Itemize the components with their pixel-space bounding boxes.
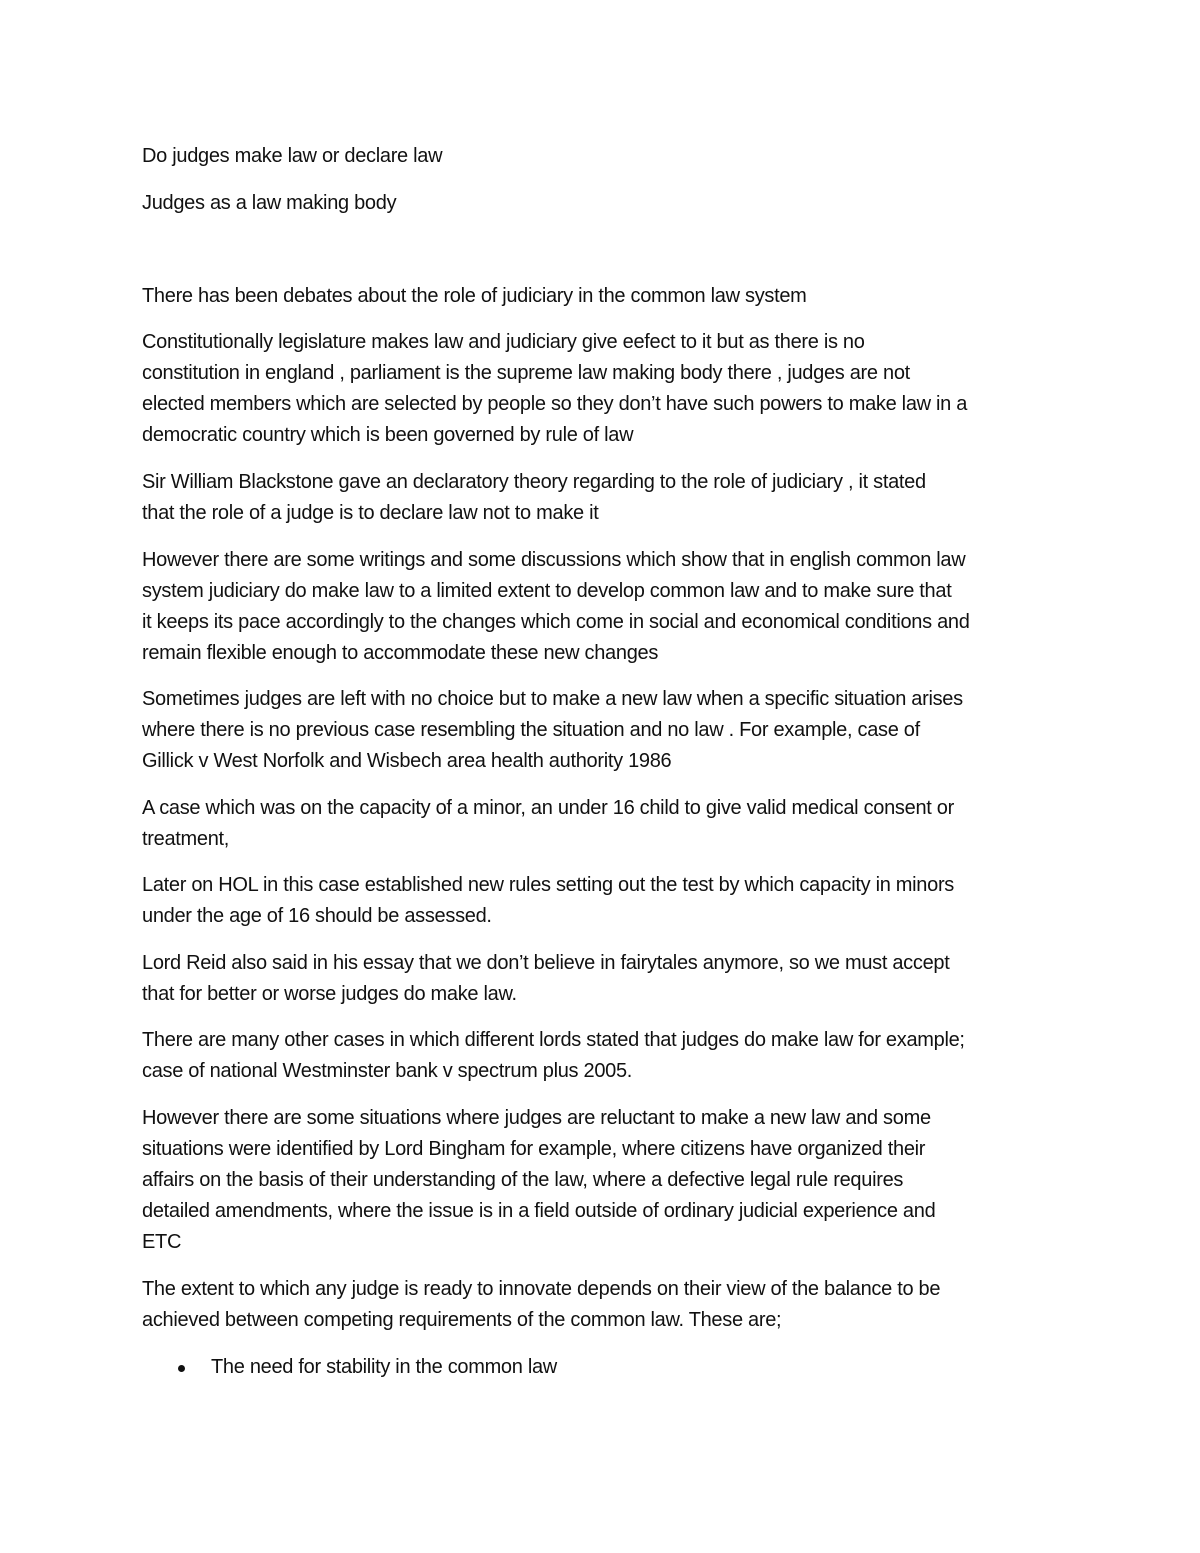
paragraph-line: Sir William Blackstone gave an declaratory theory regarding to the role of judiciary , it stated (142, 471, 926, 493)
paragraph-line: The extent to which any judge is ready to innovate depends on their view of the balance to be (142, 1278, 941, 1300)
paragraph-line: ETC (142, 1231, 182, 1253)
paragraph-line: There has been debates about the role of judiciary in the common law system (142, 285, 807, 307)
paragraph-line: Sometimes judges are left with no choice but to make a new law when a specific situation arises (142, 688, 963, 710)
paragraph (142, 545, 1072, 669)
paragraph-line: under the age of 16 should be assessed. (142, 905, 492, 927)
document-subtitle (142, 188, 1072, 219)
paragraph-line: A case which was on the capacity of a minor, an under 16 child to give valid medical consent or (142, 797, 954, 819)
paragraph-line: affairs on the basis of their understanding of the law, where a defective legal rule requires (142, 1169, 904, 1191)
paragraph-line: Later on HOL in this case established new rules setting out the test by which capacity in minors (142, 874, 955, 896)
document-title (142, 141, 1072, 172)
paragraph (142, 1103, 1072, 1258)
paragraph (142, 793, 1072, 855)
paragraph (142, 948, 1072, 1010)
paragraph-line: it keeps its pace accordingly to the changes which come in social and economical conditions and (142, 611, 970, 633)
list-item-text: The need for stability in the common law (211, 1356, 557, 1378)
paragraph (142, 870, 1072, 932)
paragraph (142, 684, 1072, 777)
paragraph-line: situations were identified by Lord Bingham for example, where citizens have organized their (142, 1138, 926, 1160)
paragraph-line: elected members which are selected by people so they don’t have such powers to make law in a (142, 393, 968, 415)
paragraph-line: where there is no previous case resembling the situation and no law . For example, case of (142, 719, 920, 741)
paragraph (142, 1274, 1072, 1336)
bullet-icon (178, 1365, 185, 1372)
paragraph-line: system judiciary do make law to a limited extent to develop common law and to make sure that (142, 580, 952, 602)
paragraph (142, 467, 1072, 529)
subtitle-line: Judges as a law making body (142, 192, 397, 214)
paragraph-line: that for better or worse judges do make law. (142, 983, 517, 1005)
paragraph (142, 281, 1072, 312)
paragraph-line: treatment, (142, 828, 230, 850)
paragraph-line: constitution in england , parliament is the supreme law making body there , judges are not (142, 362, 910, 384)
paragraph-line: case of national Westminster bank v spectrum plus 2005. (142, 1060, 633, 1082)
paragraph (142, 1025, 1072, 1087)
paragraph-line: Gillick v West Norfolk and Wisbech area health authority 1986 (142, 750, 672, 772)
paragraph (142, 327, 1072, 451)
paragraph-line: detailed amendments, where the issue is in a field outside of ordinary judicial experience and (142, 1200, 936, 1222)
paragraph-line: However there are some writings and some discussions which show that in english common law (142, 549, 966, 571)
paragraph-line: However there are some situations where judges are reluctant to make a new law and some (142, 1107, 931, 1129)
paragraph-line: remain flexible enough to accommodate these new changes (142, 642, 659, 664)
paragraph-line: that the role of a judge is to declare law not to make it (142, 502, 599, 524)
paragraph-line: There are many other cases in which different lords stated that judges do make law for example; (142, 1029, 965, 1051)
paragraph-line: democratic country which is been governed by rule of law (142, 424, 634, 446)
paragraph-line: Lord Reid also said in his essay that we don’t believe in fairytales anymore, so we must accept (142, 952, 950, 974)
paragraph-line: Constitutionally legislature makes law and judiciary give eefect to it but as there is no (142, 331, 865, 353)
title-line: Do judges make law or declare law (142, 145, 443, 167)
paragraph-line: achieved between competing requirements of the common law. These are; (142, 1309, 782, 1331)
